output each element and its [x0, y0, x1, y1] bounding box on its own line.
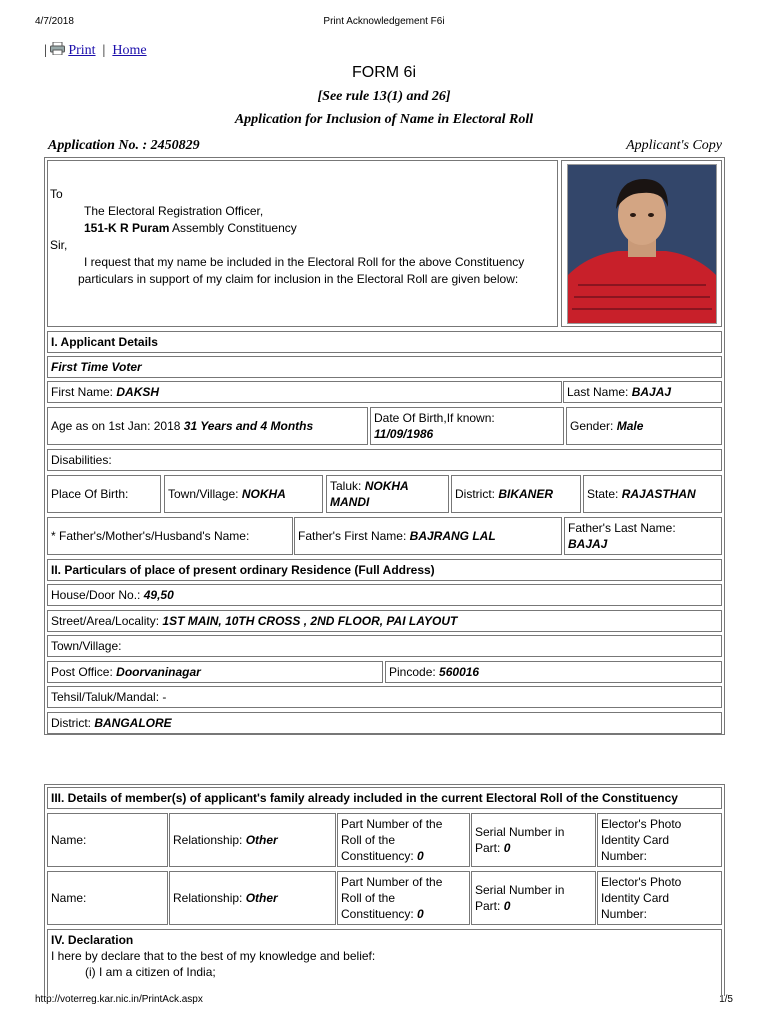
family-name: Name: [47, 871, 168, 925]
epic-label: Elector's Photo Identity Card Number: [597, 813, 722, 867]
gender-label: Gender: [570, 419, 614, 433]
taluk-cell [326, 475, 449, 513]
serial-number-label: Serial Number in Part: [475, 825, 565, 855]
separator: | [102, 43, 106, 58]
section-family: III. Details of member(s) of applicant's family already included in the current Electoral Roll of the Constituency [47, 787, 722, 809]
state-value: RAJASTHAN [621, 487, 696, 501]
part-number-value: 0 [417, 849, 424, 863]
house-label: House/Door No.: [51, 588, 141, 602]
taluk-value: NOKHA MANDI [330, 479, 409, 509]
dob-cell [370, 407, 564, 445]
father-first-cell [294, 517, 562, 555]
constituency-suffix: Assembly Constituency [169, 221, 297, 235]
first-name-value: DAKSH [116, 385, 160, 399]
page-url: http://voterreg.kar.nic.in/PrintAck.aspx [35, 994, 203, 1005]
dob-value: 11/09/1986 [374, 427, 434, 441]
street-label: Street/Area/Locality: [51, 614, 160, 628]
print-date: 4/7/2018 [35, 16, 74, 27]
disabilities: Disabilities: [47, 449, 722, 471]
family-relationship-cell [169, 871, 336, 925]
section-declaration: IV. Declaration [51, 933, 134, 947]
post-office-value: Doorvaninagar [116, 665, 201, 679]
house-cell [47, 584, 722, 606]
father-last-label: Father's Last Name: [568, 521, 676, 535]
town-village: Town/Village: [47, 635, 722, 657]
post-office-cell [47, 661, 383, 683]
voter-type: First Time Voter [47, 356, 722, 378]
street-cell [47, 610, 722, 632]
first-name-cell [47, 381, 562, 403]
epic-label: Elector's Photo Identity Card Number: [597, 871, 722, 925]
district-value: BIKANER [498, 487, 554, 501]
family-relationship-cell [169, 813, 336, 867]
pincode-cell [385, 661, 722, 683]
copy-label: Applicant's Copy [626, 138, 722, 153]
letter-request: I request that my name be included in the Electoral Roll for the above Constituency particulars in support of my claim for inclusion in the Electoral Roll are given below: [78, 255, 525, 286]
pincode-value: 560016 [439, 665, 480, 679]
district-cell [451, 475, 581, 513]
form-title: FORM 6i [352, 64, 416, 81]
residence-district-value: BANGALORE [94, 716, 172, 730]
residence-district-label: District: [51, 716, 91, 730]
serial-number-value: 0 [503, 899, 511, 913]
father-last-cell [564, 517, 722, 555]
letter-sir: Sir, [50, 238, 68, 252]
page-number: 1/5 [719, 994, 733, 1005]
age-cell [47, 407, 368, 445]
father-first-value: BAJRANG LAL [409, 529, 496, 543]
family-name: Name: [47, 813, 168, 867]
relationship-value: Other [245, 891, 278, 905]
part-number-label: Part Number of the Roll of the Constituency: [341, 817, 443, 863]
place-of-birth-label: Place Of Birth: [47, 475, 161, 513]
form-subtitle: Application for Inclusion of Name in Electoral Roll [234, 112, 534, 127]
gender-value: Male [616, 419, 644, 433]
town-label: Town/Village: [168, 487, 239, 501]
taluk-label: Taluk: [330, 479, 365, 493]
applicant-photo [567, 164, 717, 324]
father-first-label: Father's First Name: [298, 529, 407, 543]
letter-ero: The Electoral Registration Officer, [84, 204, 264, 218]
application-number: Application No. : 2450829 [48, 138, 200, 153]
relationship-value: Other [245, 833, 278, 847]
home-link[interactable]: Home [112, 43, 147, 58]
letter-to: To [50, 187, 63, 201]
state-cell [583, 475, 722, 513]
part-number-cell [337, 871, 470, 925]
state-label: State: [587, 487, 619, 501]
letter-text [50, 186, 550, 288]
serial-number-value: 0 [503, 841, 511, 855]
constituency-name: 151-K R Puram [84, 221, 170, 235]
separator: | [44, 43, 47, 58]
relation-label: * Father's/Mother's/Husband's Name: [47, 517, 293, 555]
serial-number-cell [471, 813, 596, 867]
declaration-line-2: (i) I am a citizen of India; [85, 965, 216, 979]
last-name-cell [563, 381, 722, 403]
section-applicant-details: I. Applicant Details [47, 331, 722, 353]
street-value: 1ST MAIN, 10TH CROSS , 2ND FLOOR, PAI LAYOUT [162, 614, 458, 628]
town-cell [164, 475, 323, 513]
town-value: NOKHA [241, 487, 286, 501]
print-toolbar [44, 42, 147, 59]
form-rule: [See rule 13(1) and 26] [317, 89, 451, 104]
part-number-label: Part Number of the Roll of the Constituency: [341, 875, 443, 921]
relationship-label: Relationship: [173, 891, 243, 905]
applicant-photo-image [568, 165, 716, 323]
pincode-label: Pincode: [389, 665, 436, 679]
house-value: 49,50 [143, 588, 174, 602]
first-name-label: First Name: [51, 385, 114, 399]
age-value: 31 Years and 4 Months [183, 419, 314, 433]
last-name-label: Last Name: [567, 385, 629, 399]
part-number-value: 0 [417, 907, 424, 921]
print-link[interactable]: Print [68, 43, 96, 58]
tehsil: Tehsil/Taluk/Mandal: - [47, 686, 722, 708]
dob-label: Date Of Birth,If known: [374, 411, 495, 425]
father-last-value: BAJAJ [568, 537, 608, 551]
declaration-box [47, 929, 722, 996]
letter-constituency [50, 220, 550, 237]
printer-icon[interactable] [50, 42, 65, 55]
declaration-line-1: I here by declare that to the best of my knowledge and belief: [51, 949, 376, 963]
section-residence: II. Particulars of place of present ordinary Residence (Full Address) [47, 559, 722, 581]
serial-number-cell [471, 871, 596, 925]
last-name-value: BAJAJ [631, 385, 672, 399]
page-header-title: Print Acknowledgement F6i [323, 16, 445, 27]
relationship-label: Relationship: [173, 833, 243, 847]
serial-number-label: Serial Number in Part: [475, 883, 565, 913]
district-label: District: [455, 487, 495, 501]
gender-cell [566, 407, 722, 445]
residence-district-cell [47, 712, 722, 734]
age-label: Age as on 1st Jan: 2018 [51, 419, 181, 433]
post-office-label: Post Office: [51, 665, 113, 679]
part-number-cell [337, 813, 470, 867]
